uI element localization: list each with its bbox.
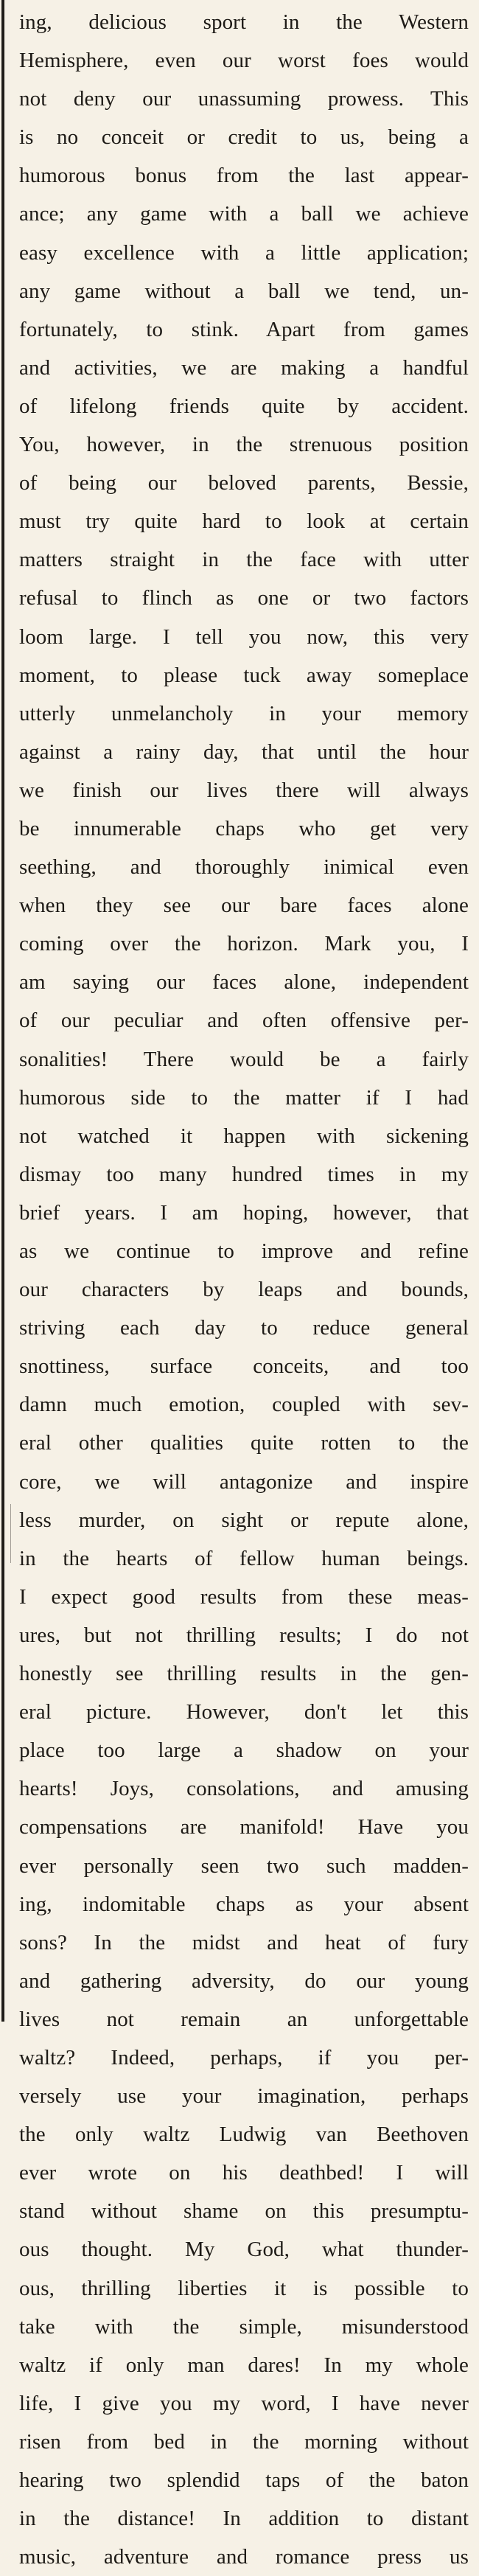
text-line: hearts! Joys, consolations, and amusing	[19, 1777, 469, 1801]
column-rule	[1, 0, 4, 2022]
text-line: in the hearts of fellow human beings.	[19, 1546, 469, 1570]
text-line: ever wrote on his deathbed! I will	[19, 2161, 469, 2185]
text-line: seething, and thoroughly inimical even	[19, 855, 469, 880]
text-line: You, however, in the strenuous position	[19, 433, 469, 457]
text-line: be innumerable chaps who get very	[19, 816, 469, 840]
text-line: we finish our lives there will always	[19, 778, 469, 802]
text-line: music, adventure and romance press us	[19, 2545, 469, 2569]
text-line: must try quite hard to look at certain	[19, 509, 469, 534]
text-line: ing, indomitable chaps as your absent	[19, 1892, 469, 1916]
text-line: damn much emotion, coupled with sev-	[19, 1393, 469, 1417]
text-line: place too large a shadow on your	[19, 1738, 469, 1763]
text-line: is no conceit or credit to us, being a	[19, 125, 469, 150]
text-line: versely use your imagination, perhaps	[19, 2084, 469, 2109]
text-line: I expect good results from these meas-	[19, 1584, 469, 1609]
text-line: against a rainy day, that until the hour	[19, 739, 469, 764]
text-line: waltz? Indeed, perhaps, if you per-	[19, 2045, 469, 2069]
text-line: fortunately, to stink. Apart from games	[19, 317, 469, 341]
text-line: in the distance! In addition to distant	[19, 2507, 469, 2531]
text-line: when they see our bare faces alone	[19, 894, 469, 918]
text-line: brief years. I am hoping, however, that	[19, 1200, 469, 1225]
column-rule-faint	[10, 1504, 11, 1563]
text-line: am saying our faces alone, independent	[19, 970, 469, 995]
text-line: moment, to please tuck away someplace	[19, 663, 469, 687]
text-line: honestly see thrilling results in the gen-	[19, 1662, 469, 1686]
text-line: refusal to flinch as one or two factors	[19, 586, 469, 610]
text-line: any game without a ball we tend, un-	[19, 279, 469, 303]
text-line: less murder, on sight or repute alone,	[19, 1508, 469, 1532]
text-line: risen from bed in the morning without	[19, 2429, 469, 2454]
text-line: dismay too many hundred times in my	[19, 1162, 469, 1186]
text-line: ous, thrilling liberties it is possible to	[19, 2276, 469, 2300]
text-line: not deny our unassuming prowess. This	[19, 87, 469, 111]
text-line: life, I give you my word, I have never	[19, 2391, 469, 2415]
text-line: striving each day to reduce general	[19, 1316, 469, 1340]
text-line: of our peculiar and often offensive per-	[19, 1009, 469, 1033]
text-line: of being our beloved parents, Bessie,	[19, 471, 469, 495]
text-line: ous thought. My God, what thunder-	[19, 2238, 469, 2262]
text-line: and activities, we are making a handful	[19, 355, 469, 380]
text-line: sonalities! There would be a fairly	[19, 1047, 469, 1071]
text-line: lives not remain an unforgettable	[19, 2007, 469, 2031]
text-line: Hemisphere, even our worst foes would	[19, 49, 469, 73]
text-line: take with the simple, misunderstood	[19, 2314, 469, 2339]
text-line: waltz if only man dares! In my whole	[19, 2353, 469, 2377]
text-line: core, we will antagonize and inspire	[19, 1469, 469, 1494]
body-text	[19, 3, 469, 2576]
text-line: hearing two splendid taps of the baton	[19, 2468, 469, 2492]
text-line: loom large. I tell you now, this very	[19, 624, 469, 649]
text-line: eral other qualities quite rotten to the	[19, 1431, 469, 1455]
text-line: coming over the horizon. Mark you, I	[19, 932, 469, 956]
text-line: our characters by leaps and bounds,	[19, 1278, 469, 1302]
text-line: and gathering adversity, do our young	[19, 1968, 469, 1993]
text-line: eral picture. However, don't let this	[19, 1700, 469, 1724]
text-line: stand without shame on this presumptu-	[19, 2199, 469, 2224]
text-line: not watched it happen with sickening	[19, 1124, 469, 1148]
text-line: ures, but not thrilling results; I do not	[19, 1623, 469, 1647]
text-line: sons? In the midst and heat of fury	[19, 1930, 469, 1954]
text-line: utterly unmelancholy in your memory	[19, 701, 469, 725]
text-line: easy excellence with a little application;	[19, 240, 469, 265]
text-line: matters straight in the face with utter	[19, 548, 469, 572]
text-line: ance; any game with a ball we achieve	[19, 202, 469, 226]
text-line: as we continue to improve and refine	[19, 1239, 469, 1263]
text-line: humorous bonus from the last appear-	[19, 164, 469, 188]
text-line: humorous side to the matter if I had	[19, 1085, 469, 1110]
text-line: of lifelong friends quite by accident.	[19, 394, 469, 418]
text-line: ever personally seen two such madden-	[19, 1853, 469, 1878]
text-line: snottiness, surface conceits, and too	[19, 1354, 469, 1379]
text-line: compensations are manifold! Have you	[19, 1815, 469, 1839]
text-line: ing, delicious sport in the Western	[19, 10, 469, 34]
text-line: the only waltz Ludwig van Beethoven	[19, 2123, 469, 2147]
